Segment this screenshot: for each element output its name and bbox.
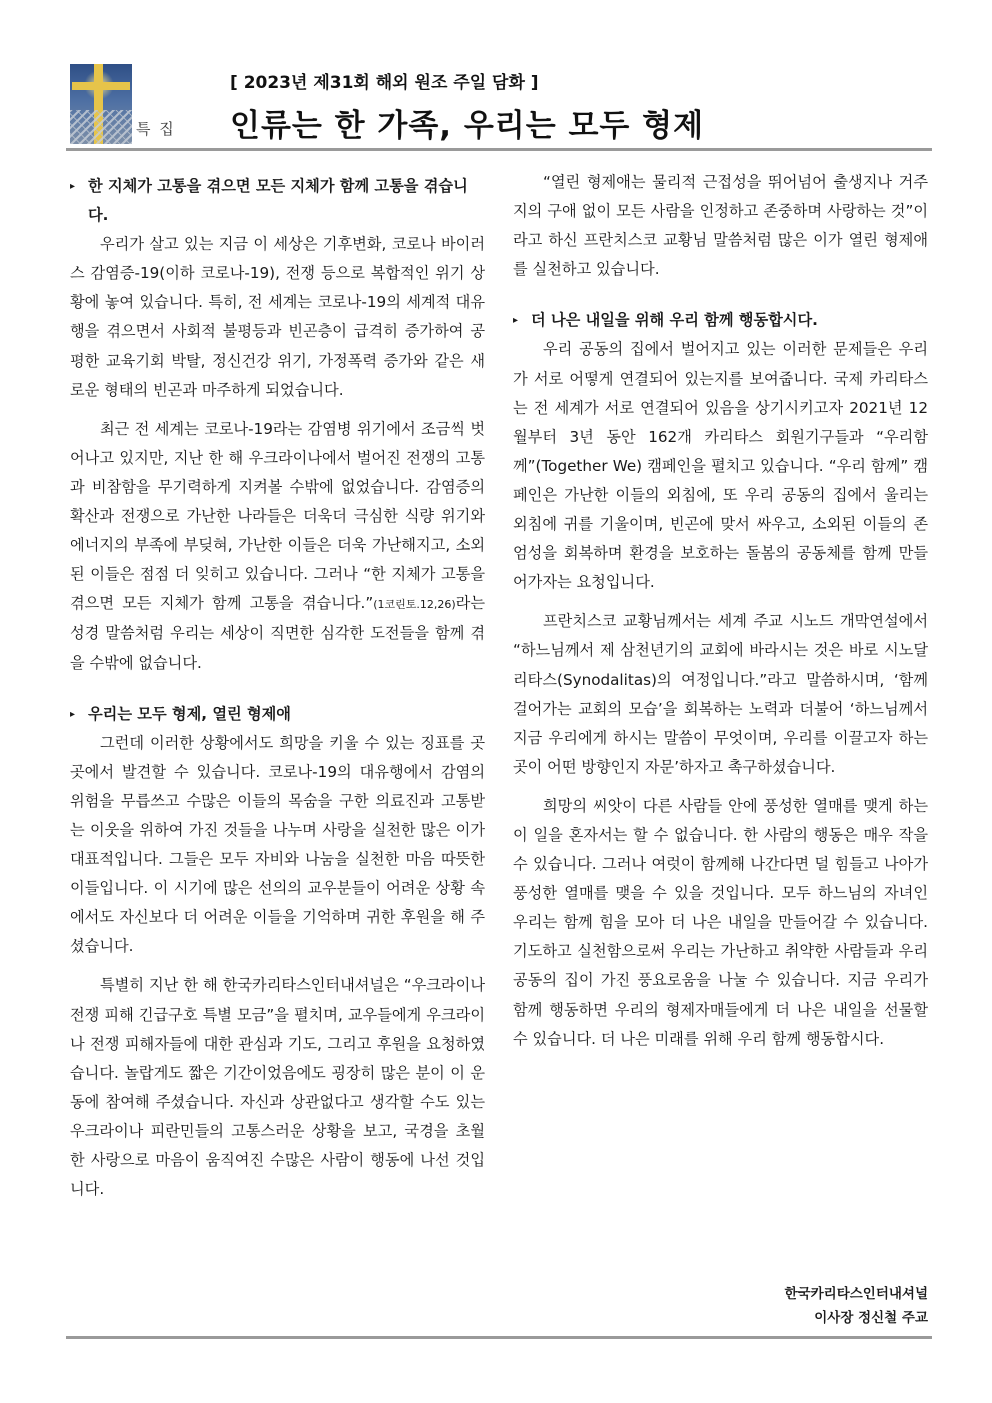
- paragraph: 그런데 이러한 상황에서도 희망을 키울 수 있는 징표를 곳곳에서 발견할 수 있습니다. 코로나-19의 대유행에서 감염의 위험을 무릅쓰고 수많은 이들의 목숨을 구한 의료진과 고통받는 이웃을 위하여 가진 것들을 나누며 사랑을 실천한 많은 이가 대표적입니다. 그들은 모두 자비와 나눔을 실천한 마음 따뜻한 이들입니다. 이 시기에 많은 선의의 교우분들이 어려운 상황 속에서도 자신보다 더 어려운 이들을 기억하며 귀한 후원을 해 주셨습니다.: [70, 733, 485, 956]
- right-column: [513, 168, 928, 1064]
- triangle-bullet-icon: ▸: [513, 315, 519, 327]
- signature: [785, 1282, 928, 1330]
- page-title: 인류는 한 가족, 우리는 모두 형제: [230, 108, 705, 144]
- section-heading: ▸ 한 지체가 고통을 겪으면 모든 지체가 함께 고통을 겪습니다.: [70, 172, 485, 230]
- bottom-divider: [66, 1336, 932, 1339]
- paragraph: 프란치스코 교황님께서는 세계 주교 시노드 개막연설에서 “하느님께서 제 삼천년기의 교회에 바라시는 것은 바로 시노달리타스(Synodalitas)의 여정입니다.”라고 말씀하시며, ‘함께 걸어가는 교회의 모습’을 회복하는 노력과 더불어 ‘하느님께서 지금 우리에게 하시는 말씀이 무엇이며, 우리를 이끌고자 하는 곳이 어떤 방향인지 자문’하자고 촉구하셨습니다.: [513, 612, 928, 776]
- paragraph: 희망의 씨앗이 다른 사람들 안에 풍성한 열매를 맺게 하는 이 일을 혼자서는 할 수 없습니다. 한 사람의 행동은 매우 작을 수 있습니다. 그러나 여럿이 함께해 나간다면 덜 힘들고 나아가 풍성한 열매를 맺을 수 있을 것입니다. 모두 하느님의 자녀인 우리는 함께 힘을 모아 더 나은 내일을 만들어갈 수 있습니다. 기도하고 실천함으로써 우리는 가난하고 취약한 사람들과 우리 공동의 집이 가진 풍요로움을 나눌 수 있습니다. 지금 우리가 함께 행동하면 우리의 형제자매들에게 더 나은 내일을 선물할 수 있습니다. 더 나은 미래를 위해 우리 함께 행동합시다.: [513, 796, 928, 1048]
- paragraph: “열린 형제애는 물리적 근접성을 뛰어넘어 출생지나 거주지의 구애 없이 모든 사람을 인정하고 존중하며 사랑하는 것”이라고 하신 프란치스코 교황님 말씀처럼 많은 이가 열린 형제애를 실천하고 있습니다.: [513, 173, 928, 279]
- paragraph: 우리 공동의 집에서 벌어지고 있는 이러한 문제들은 우리가 서로 어떻게 연결되어 있는지를 보여줍니다. 국제 카리타스는 전 세계가 서로 연결되어 있음을 상기시키고자 2021년 12월부터 3년 동안 162개 카리타스 회원기구들과 “우리함께”(Together We) 캠페인을 펼치고 있습니다. “우리 함께” 캠페인은 가난한 이들의 외침에, 또 우리 공동의 집에서 울리는 외침에 귀를 기울이며, 빈곤에 맞서 싸우고, 소외된 이들의 존엄성을 회복하며 환경을 보호하는 돌봄의 공동체를 함께 만들어가자는 요청입니다.: [513, 340, 928, 592]
- triangle-bullet-icon: ▸: [70, 181, 76, 192]
- paragraph: 특별히 지난 한 해 한국카리타스인터내셔널은 “우크라이나 전쟁 피해 긴급구호 특별 모금”을 펼치며, 교우들에게 우크라이나 전쟁 피해자들에 대한 관심과 기도, 그리고 후원을 요청하였습니다. 놀랍게도 짧은 기간이었음에도 굉장히 많은 분이 이 운동에 참여해 주셨습니다. 자신과 상관없다고 생각할 수도 있는 우크라이나 피란민들의 고통스러운 상황을 보고, 국경을 초월한 사랑으로 마음이 움직여진 수많은 사람이 행동에 나선 것입니다.: [70, 976, 485, 1199]
- signature-name: 이사장 정신철 주교: [814, 1310, 928, 1326]
- special-label: 특 집: [136, 120, 176, 138]
- page-header: [66, 58, 932, 150]
- page-subtitle: [ 2023년 제31회 해외 원조 주일 담화 ]: [230, 73, 539, 93]
- bible-reference: (1코린토.12,26): [373, 598, 456, 612]
- paragraph: 최근 전 세계는 코로나-19라는 감염병 위기에서 조금씩 벗어나고 있지만, 지난 한 해 우크라이나에서 벌어진 전쟁의 고통과 비참함을 무기력하게 지켜볼 수밖에 없었습니다. 감염증의 확산과 전쟁으로 가난한 나라들은 더욱더 극심한 식량 위기와 에너지의 부족에 부딪혀, 가난한 이들은 더욱 가난해지고, 소외된 이들은 점점 더 잊히고 있습니다. 그러나 “한 지체가 고통을 겪으면 모든 지체가 함께 고통을 겪습니다.”(1코린토.12,26)라는 성경 말씀처럼 우리는 세상이 직면한 심각한 도전들을 함께 겪을 수밖에 없습니다.: [70, 419, 485, 672]
- cross-logo-icon: [70, 64, 132, 144]
- signature-org: 한국카리타스인터내셔널: [784, 1286, 928, 1302]
- top-divider: [66, 148, 932, 151]
- paragraph: 우리가 살고 있는 지금 이 세상은 기후변화, 코로나 바이러스 감염증-19(이하 코로나-19), 전쟁 등으로 복합적인 위기 상황에 놓여 있습니다. 특히, 전 세계는 코로나-19의 세계적 대유행을 겪으면서 사회적 불평등과 빈곤층이 급격히 증가하여 공평한 교육기회 박탈, 정신건강 위기, 가정폭력 증가와 같은 새로운 형태의 빈곤과 마주하게 되었습니다.: [70, 235, 485, 399]
- section-heading: ▸ 우리는 모두 형제, 열린 형제애: [70, 700, 485, 729]
- triangle-bullet-icon: ▸: [70, 708, 76, 720]
- section-heading: ▸ 더 나은 내일을 위해 우리 함께 행동합시다.: [513, 306, 928, 335]
- left-column: [70, 168, 485, 1214]
